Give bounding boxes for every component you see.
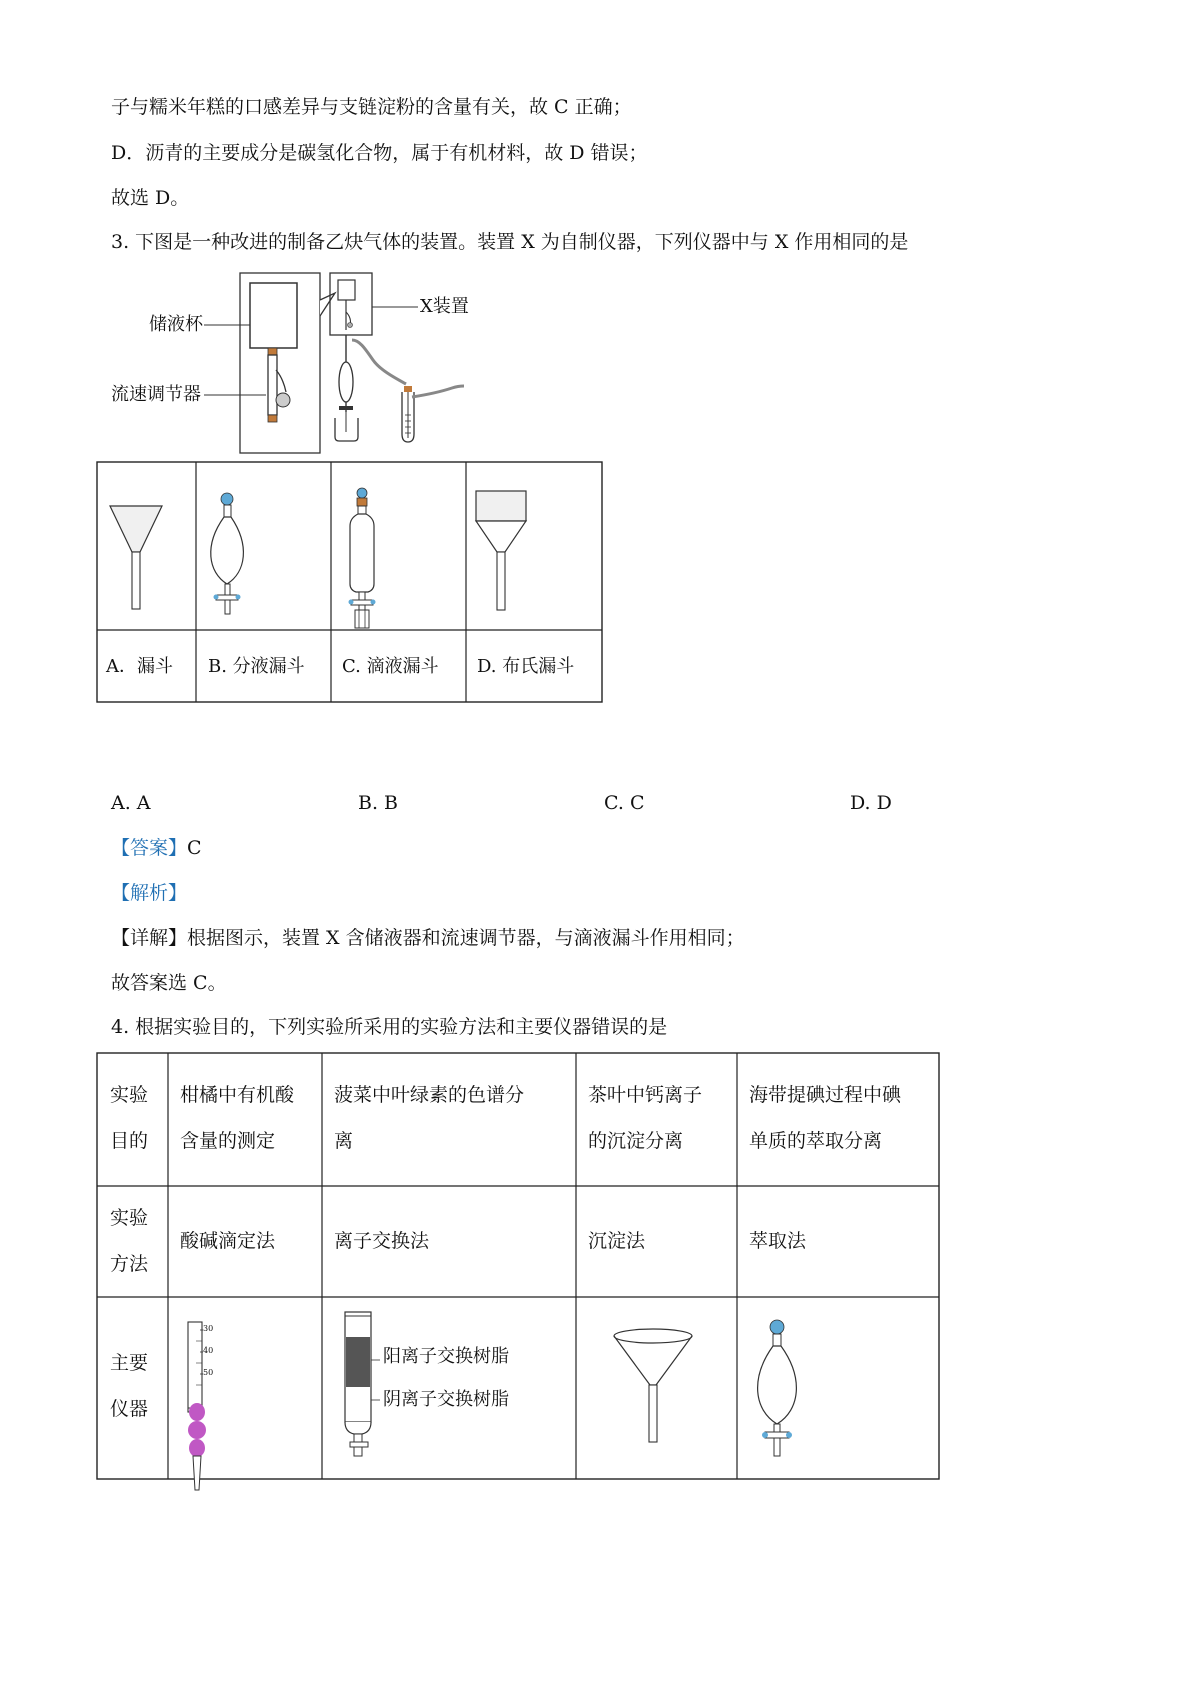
glass-funnel-icon (614, 1329, 692, 1442)
option-a: A. A (111, 792, 151, 814)
method-cell: 沉淀法 (588, 1230, 646, 1252)
option-c: C. C (604, 792, 645, 814)
row-header-instrument: 主要 仪器 (110, 1352, 149, 1420)
answer-value: C (187, 837, 202, 859)
purpose-cell: 柑橘中有机酸 含量的测定 (180, 1084, 295, 1152)
question-3-stem: 3. 下图是一种改进的制备乙炔气体的装置。装置 X 为自制仪器，下列仪器中与 X 作用相同的是 (111, 231, 909, 253)
anion-resin-label: 阴离子交换树脂 (383, 1389, 509, 1410)
burette-tick: 40 (203, 1346, 214, 1355)
burette-tick: 50 (203, 1368, 214, 1377)
answer-tag: 【答案】 (111, 837, 188, 859)
text-line: 子与糯米年糕的口感差异与支链淀粉的含量有关，故 C 正确； (111, 96, 632, 118)
choice-label-c: C. 滴液漏斗 (342, 656, 439, 677)
diagram-label-cup: 储液杯 (149, 314, 203, 335)
choice-label-a: A．漏斗 (106, 656, 173, 677)
burette-tick: 30 (203, 1324, 214, 1333)
method-cell: 离子交换法 (334, 1230, 430, 1252)
method-cell: 酸碱滴定法 (180, 1230, 276, 1252)
purpose-cell: 茶叶中钙离子 的沉淀分离 (588, 1084, 703, 1152)
option-d: D. D (850, 792, 892, 814)
separatory-funnel-icon (758, 1320, 797, 1456)
choice-label-d: D. 布氏漏斗 (477, 656, 575, 677)
purpose-cell: 海带提碘过程中碘 单质的萃取分离 (749, 1084, 902, 1152)
choice-label-b: B. 分液漏斗 (208, 656, 305, 677)
detail-line-1: 【详解】根据图示，装置 X 含储液器和流速调节器，与滴液漏斗作用相同； (111, 927, 745, 949)
text-line: 故选 D。 (111, 187, 190, 209)
question-4-stem: 4. 根据实验目的，下列实验所采用的实验方法和主要仪器错误的是 (111, 1016, 668, 1038)
diagram-label-x: X装置 (420, 296, 469, 317)
diagram-label-regulator: 流速调节器 (111, 384, 201, 405)
purpose-cell: 菠菜中叶绿素的色谱分 离 (334, 1084, 525, 1152)
ion-exchange-column-icon (345, 1312, 380, 1456)
method-cell: 萃取法 (749, 1230, 807, 1252)
row-header-method: 实验 方法 (110, 1207, 149, 1275)
row-header-purpose: 实验 目的 (110, 1084, 149, 1152)
cation-resin-label: 阳离子交换树脂 (383, 1346, 509, 1367)
analysis-tag: 【解析】 (111, 882, 188, 904)
option-b: B. B (358, 792, 399, 814)
text-line: D．沥青的主要成分是碳氢化合物，属于有机材料，故 D 错误； (111, 142, 648, 164)
detail-line-2: 故答案选 C。 (111, 972, 227, 994)
